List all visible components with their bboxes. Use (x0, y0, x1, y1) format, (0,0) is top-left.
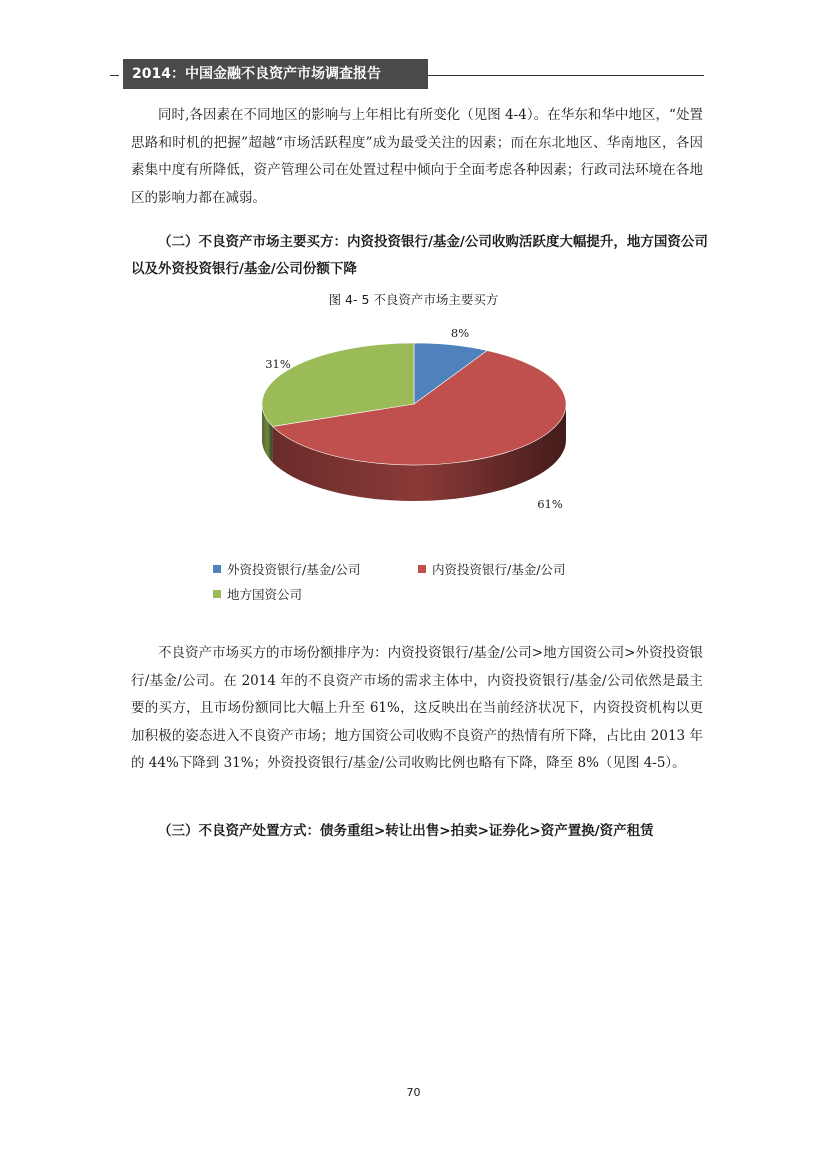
header-rule (428, 75, 704, 76)
body-paragraph-2: 不良资产市场买方的市场份额排序为：内资投资银行/基金/公司>地方国资公司>外资投资银行/基金/公司。在 2014 年的不良资产市场的需求主体中，内资投资银行/基金/公司依然是最主要的买方，且市场份额同比大幅上升至 61%，这反映出在当前经济状况下，内资投资机构以更加积极的姿态进入不良资产市场；地方国资公司收购不良资产的热情有所下降，占比由 2013 年的 44%下降到 31%；外资投资银行/基金/公司收购比例也略有下降，降至 8%（见图 4-5）。 (131, 645, 703, 771)
pie-chart (240, 320, 580, 520)
legend-swatch-foreign (213, 565, 221, 573)
legend-label-domestic: 内资投资银行/基金/公司 (432, 562, 566, 577)
page-number: 70 (406, 1086, 421, 1099)
header-dash (110, 75, 119, 76)
legend-item-foreign (213, 560, 360, 578)
figure-title: 图 4- 5 不良资产市场主要买方 (328, 292, 499, 307)
section-heading-3: （三）不良资产处置方式：债务重组>转让出售>拍卖>证券化>资产置换/资产租赁 (158, 823, 654, 839)
section-heading-2: （二）不良资产市场主要买方：内资投资银行/基金/公司收购活跃度大幅提升，地方国资公司以及外资投资银行/基金/公司份额下降 (131, 234, 708, 277)
pie-label-1: 61% (537, 497, 563, 511)
legend-swatch-local (213, 590, 221, 598)
legend-swatch-domestic (418, 565, 426, 573)
pie-label-2: 31% (265, 357, 291, 371)
legend-item-local (213, 585, 302, 603)
running-header: 2014：中国金融不良资产市场调查报告 (123, 59, 428, 89)
pie-label-0: 8% (450, 326, 470, 340)
legend-label-foreign: 外资投资银行/基金/公司 (227, 562, 361, 577)
legend-item-domestic (418, 560, 565, 578)
body-paragraph-1: 同时,各因素在不同地区的影响与上年相比有所变化（见图 4-4）。在华东和华中地区，“处置思路和时机的把握”超越“市场活跃程度”成为最受关注的因素；而在东北地区、华南地区，各因素集中度有所降低，资产管理公司在处置过程中倾向于全面考虑各种因素；行政司法环境在各地区的影响力都在减弱。 (131, 107, 703, 206)
legend-label-local: 地方国资公司 (227, 587, 303, 602)
